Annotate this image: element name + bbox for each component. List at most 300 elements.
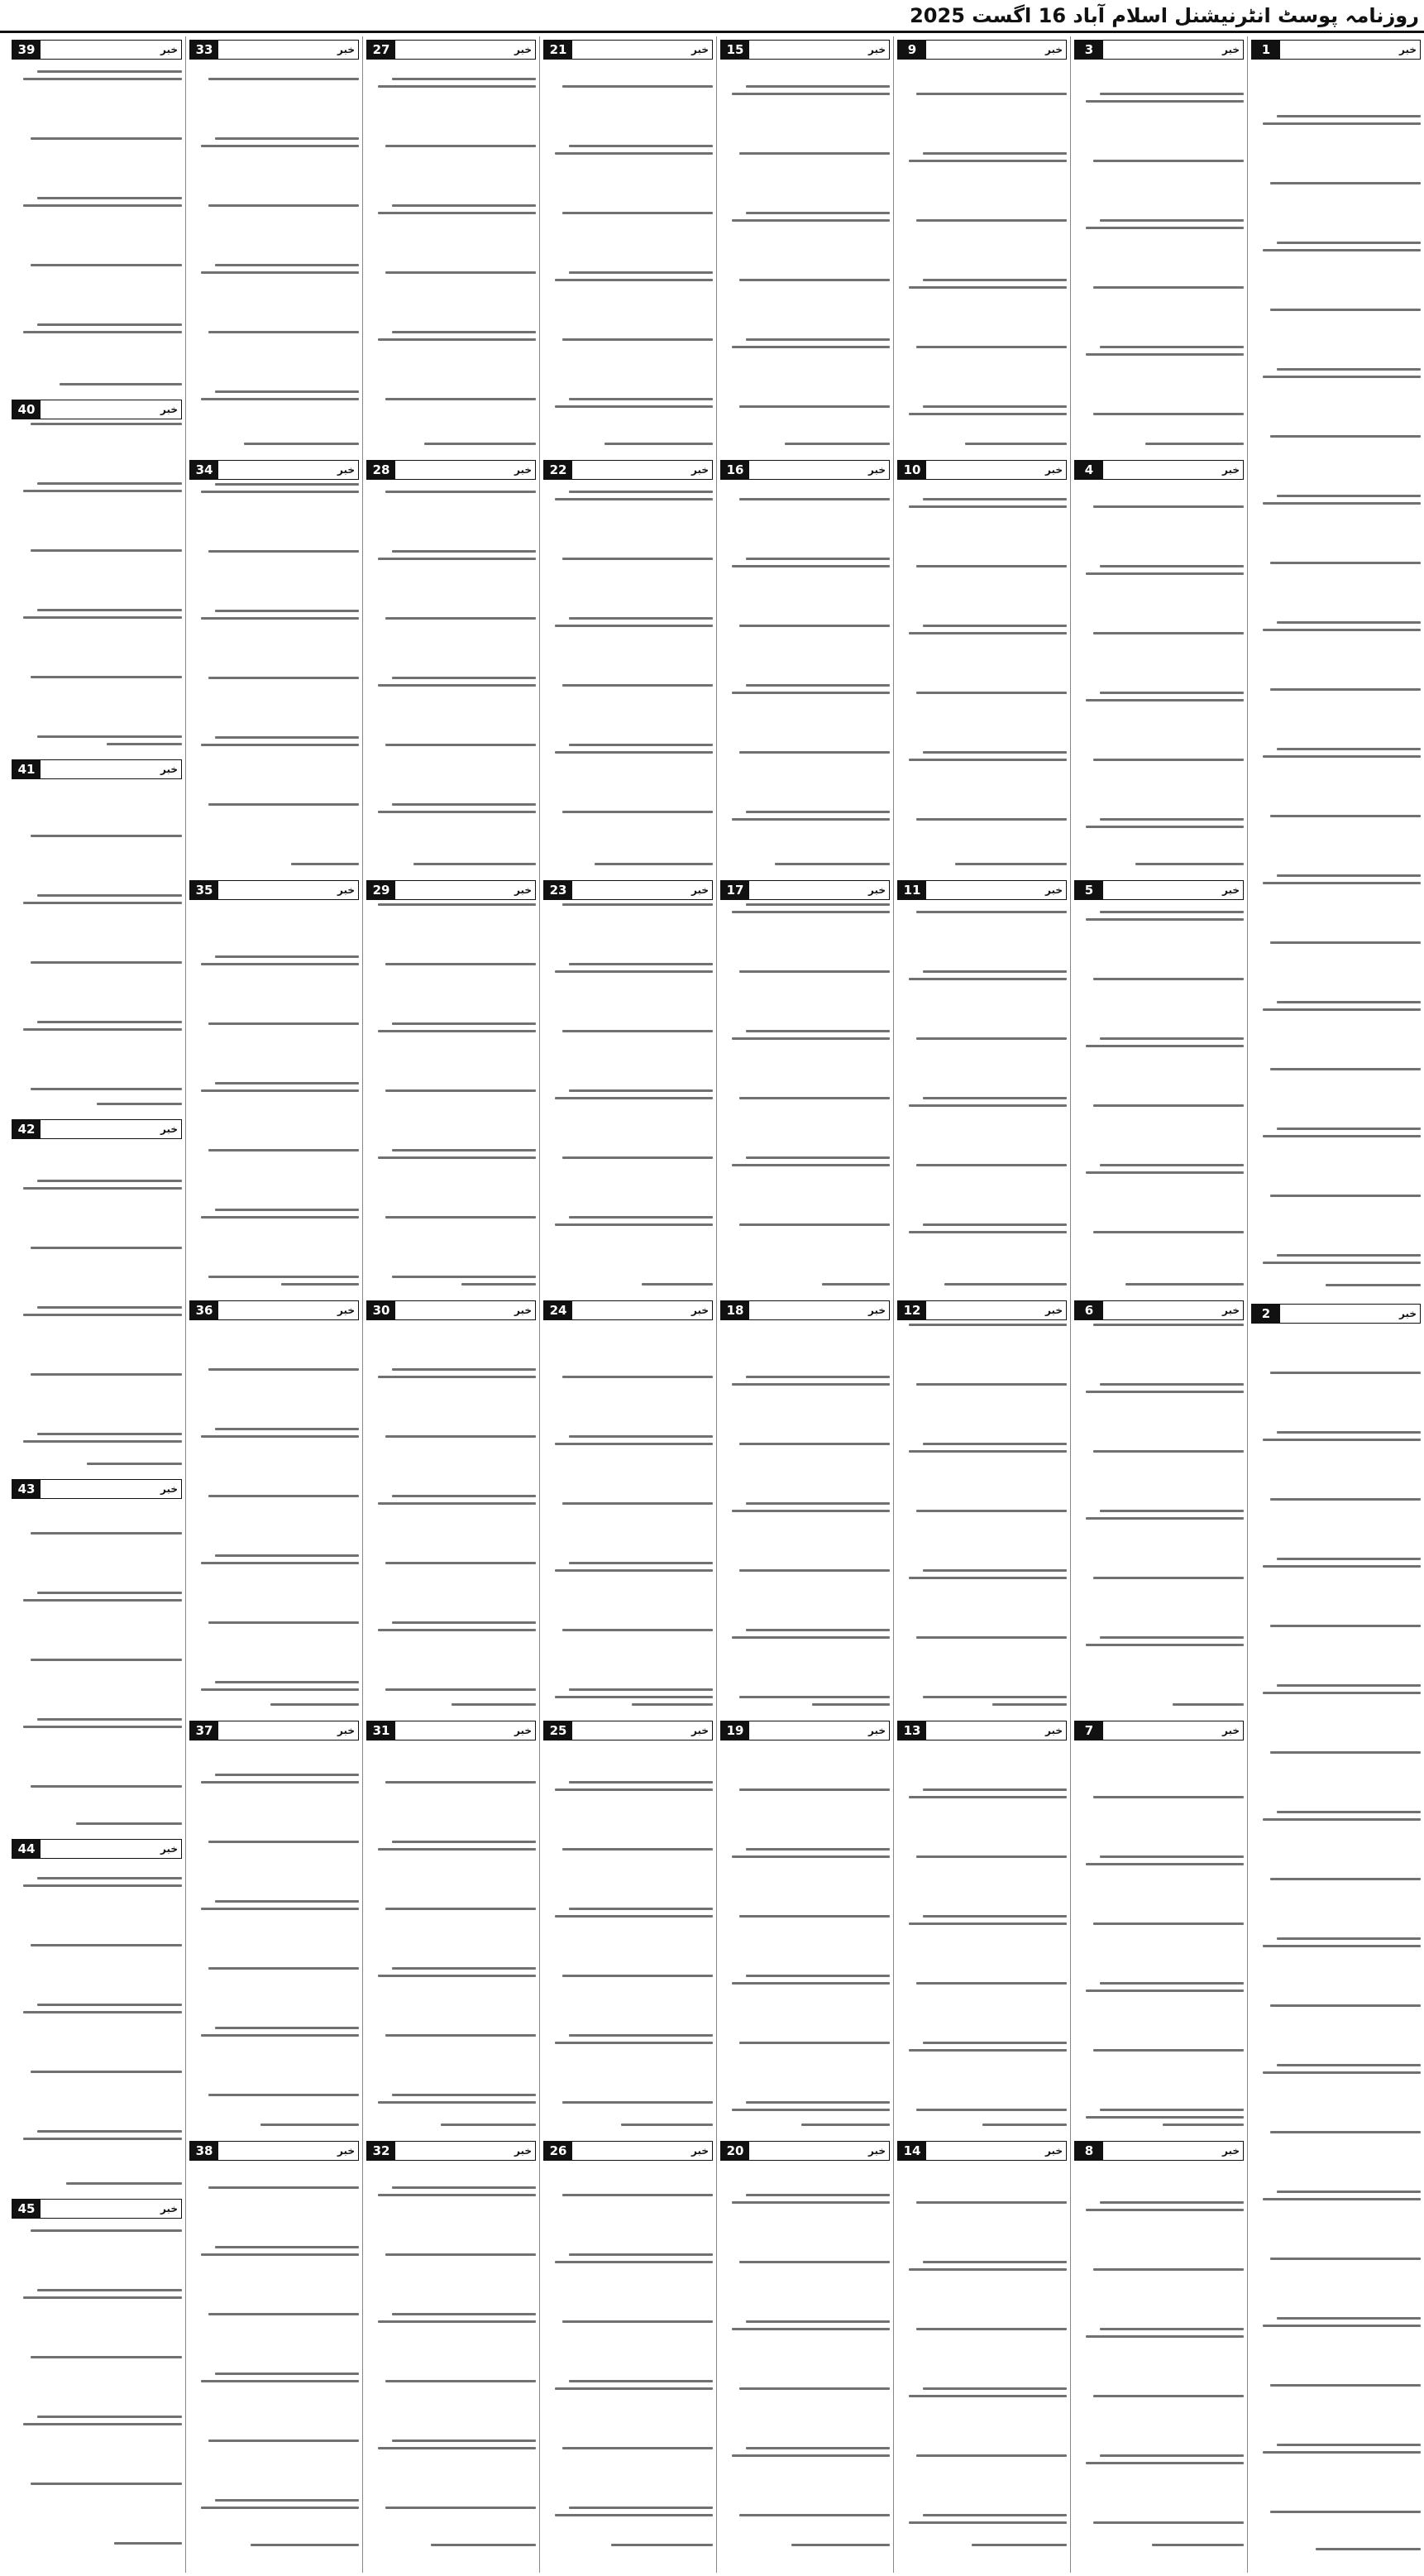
text-line: [378, 684, 536, 687]
text-line: [208, 2313, 359, 2315]
text-line: [31, 1944, 182, 1946]
item-marker: خبر: [514, 44, 532, 55]
text-line: [1270, 1625, 1421, 1627]
text-line: [37, 894, 182, 897]
news-item-43: [12, 1476, 182, 1831]
text-line: [208, 1149, 359, 1152]
text-line: [385, 491, 536, 493]
text-line: [215, 2373, 359, 2375]
news-item-44: [12, 1836, 182, 2191]
text-line: [201, 398, 359, 400]
text-line: [452, 1703, 537, 1706]
news-item-37: [189, 1717, 359, 2133]
text-line: [378, 1030, 536, 1032]
item-text-block: [720, 1744, 890, 2126]
item-number: 13: [898, 1721, 926, 1740]
text-line: [378, 1502, 536, 1505]
news-item-12: [897, 1297, 1067, 1712]
text-line: [1277, 621, 1421, 624]
text-line: [822, 1283, 890, 1286]
text-line: [555, 1097, 713, 1099]
text-line: [562, 338, 713, 341]
text-line: [555, 1443, 713, 1445]
text-line: [37, 323, 182, 326]
item-text-block: [1074, 903, 1244, 1286]
text-line: [1277, 874, 1421, 877]
text-line: [37, 1306, 182, 1309]
text-line: [569, 1089, 713, 1092]
item-header: [1251, 1304, 1421, 1324]
text-line: [1093, 1922, 1244, 1925]
text-line: [215, 1554, 359, 1557]
text-line: [562, 2447, 713, 2449]
text-line: [392, 2094, 536, 2096]
text-line: [1270, 2384, 1421, 2387]
text-line: [562, 903, 713, 906]
news-item-2: [1251, 1300, 1421, 2559]
news-item-8: [1074, 2138, 1244, 2553]
item-marker: خبر: [1044, 1305, 1063, 1316]
text-line: [909, 1104, 1067, 1107]
text-line: [1263, 2325, 1421, 2327]
text-line: [739, 1569, 890, 1572]
text-line: [392, 78, 536, 80]
text-line: [785, 443, 890, 445]
news-item-40: [12, 396, 182, 751]
item-marker: خبر: [160, 2203, 178, 2214]
text-line: [746, 1975, 890, 1977]
text-line: [555, 970, 713, 973]
text-line: [1100, 2109, 1244, 2111]
news-item-39: [12, 36, 182, 391]
text-line: [916, 1982, 1067, 1985]
text-line: [916, 1383, 1067, 1386]
text-line: [923, 2261, 1067, 2263]
text-line: [201, 2507, 359, 2509]
text-line: [37, 1021, 182, 1023]
text-line: [260, 2124, 359, 2126]
text-line: [955, 863, 1067, 865]
item-marker: خبر: [160, 44, 178, 55]
item-marker: خبر: [337, 464, 355, 476]
text-line: [923, 1443, 1067, 1445]
news-item-15: [720, 36, 890, 452]
masthead: [0, 0, 1424, 33]
text-line: [1100, 692, 1244, 694]
item-marker: خبر: [1044, 464, 1063, 476]
news-item-36: [189, 1297, 359, 1712]
text-line: [732, 1510, 890, 1512]
text-line: [215, 2499, 359, 2502]
item-number: 44: [12, 1840, 41, 1858]
text-line: [1263, 1008, 1421, 1011]
item-text-block: [720, 63, 890, 445]
text-line: [739, 279, 890, 281]
text-line: [923, 1915, 1067, 1918]
text-line: [555, 1223, 713, 1226]
text-line: [31, 1532, 182, 1535]
item-number: 16: [721, 461, 749, 479]
item-marker: خبر: [1221, 1305, 1240, 1316]
text-line: [1100, 2454, 1244, 2457]
item-marker: خبر: [160, 404, 178, 415]
item-number: 4: [1075, 461, 1103, 479]
text-line: [739, 498, 890, 500]
text-line: [1086, 2335, 1244, 2338]
text-line: [270, 1703, 359, 1706]
text-line: [76, 1822, 182, 1825]
news-item-33: [189, 36, 359, 452]
text-line: [201, 963, 359, 965]
text-line: [923, 1097, 1067, 1099]
text-line: [923, 2042, 1067, 2044]
text-line: [611, 2544, 713, 2546]
text-line: [732, 2328, 890, 2330]
text-line: [31, 1247, 182, 1249]
item-header: [189, 1300, 359, 1320]
text-line: [424, 443, 536, 445]
text-line: [1277, 2064, 1421, 2066]
text-line: [569, 2034, 713, 2037]
item-number: 14: [898, 2142, 926, 2160]
text-line: [1093, 978, 1244, 980]
text-line: [909, 2268, 1067, 2271]
text-line: [732, 2454, 890, 2457]
text-line: [23, 331, 182, 333]
text-line: [385, 2253, 536, 2256]
text-line: [201, 2253, 359, 2256]
text-line: [555, 2387, 713, 2390]
text-line: [1100, 2328, 1244, 2330]
item-text-block: [1074, 2164, 1244, 2546]
news-item-38: [189, 2138, 359, 2553]
news-item-1: [1251, 36, 1421, 1295]
text-line: [1093, 1796, 1244, 1798]
text-line: [1277, 1254, 1421, 1257]
text-line: [431, 2544, 536, 2546]
text-line: [923, 1223, 1067, 1226]
item-header: [12, 40, 182, 60]
item-number: 45: [12, 2200, 41, 2218]
text-line: [1277, 1811, 1421, 1813]
text-line: [923, 1788, 1067, 1791]
text-line: [281, 1283, 359, 1286]
text-line: [392, 1495, 536, 1497]
text-line: [569, 491, 713, 493]
news-item-6: [1074, 1297, 1244, 1712]
text-line: [1093, 160, 1244, 162]
text-line: [1263, 2451, 1421, 2454]
text-line: [201, 1435, 359, 1438]
item-text-block: [897, 1324, 1067, 1706]
text-line: [746, 2447, 890, 2449]
text-line: [555, 2261, 713, 2263]
item-marker: خبر: [1044, 1725, 1063, 1736]
text-line: [569, 617, 713, 620]
text-line: [746, 684, 890, 687]
text-line: [392, 204, 536, 207]
text-line: [923, 1696, 1067, 1698]
text-line: [569, 1688, 713, 1691]
text-line: [23, 204, 182, 207]
text-line: [1086, 572, 1244, 575]
item-number: 41: [12, 760, 41, 778]
text-line: [1263, 376, 1421, 378]
text-line: [916, 2201, 1067, 2204]
text-line: [739, 1696, 890, 1698]
text-line: [739, 2387, 890, 2390]
item-text-block: [12, 1862, 182, 2185]
text-line: [923, 625, 1067, 627]
news-item-7: [1074, 1717, 1244, 2133]
item-text-block: [543, 63, 713, 445]
item-marker: خبر: [337, 1305, 355, 1316]
item-header: [543, 2141, 713, 2161]
news-item-10: [897, 457, 1067, 872]
text-line: [746, 811, 890, 813]
text-line: [562, 212, 713, 214]
text-line: [208, 331, 359, 333]
item-header: [720, 460, 890, 480]
text-line: [1100, 1855, 1244, 1858]
text-line: [215, 736, 359, 739]
item-number: 27: [367, 41, 395, 59]
item-number: 38: [190, 2142, 218, 2160]
text-line: [909, 2395, 1067, 2397]
text-line: [775, 863, 890, 865]
text-line: [1326, 1284, 1421, 1286]
text-line: [251, 2544, 359, 2546]
text-line: [1277, 1431, 1421, 1434]
item-header: [543, 460, 713, 480]
item-header: [366, 40, 536, 60]
text-line: [23, 490, 182, 492]
item-header: [366, 1300, 536, 1320]
text-line: [1093, 1324, 1244, 1326]
text-line: [1277, 368, 1421, 371]
text-line: [208, 1841, 359, 1843]
item-marker: خبر: [337, 44, 355, 55]
item-number: 32: [367, 2142, 395, 2160]
item-text-block: [366, 483, 536, 865]
text-line: [392, 2186, 536, 2189]
text-line: [1263, 1818, 1421, 1821]
text-line: [739, 1915, 890, 1918]
text-line: [208, 677, 359, 679]
text-line: [1270, 2511, 1421, 2513]
text-line: [732, 1383, 890, 1386]
item-number: 19: [721, 1721, 749, 1740]
text-line: [739, 1788, 890, 1791]
text-line: [208, 1621, 359, 1624]
text-line: [909, 160, 1067, 162]
news-item-34: [189, 457, 359, 872]
text-line: [909, 1324, 1067, 1326]
item-header: [897, 880, 1067, 900]
text-line: [114, 2542, 182, 2545]
text-line: [385, 2380, 536, 2382]
item-text-block: [189, 63, 359, 445]
text-line: [923, 2387, 1067, 2390]
item-number: 20: [721, 2142, 749, 2160]
item-text-block: [189, 1324, 359, 1706]
item-marker: خبر: [1221, 1725, 1240, 1736]
item-text-block: [12, 783, 182, 1105]
text-line: [201, 145, 359, 147]
item-header: [720, 880, 890, 900]
text-line: [392, 2313, 536, 2315]
text-line: [215, 390, 359, 393]
text-line: [569, 744, 713, 746]
news-item-14: [897, 2138, 1067, 2553]
text-line: [291, 863, 359, 865]
text-line: [1270, 309, 1421, 311]
item-marker: خبر: [690, 44, 709, 55]
text-line: [746, 1629, 890, 1631]
text-line: [739, 405, 890, 408]
text-line: [1263, 1692, 1421, 1694]
text-line: [215, 1428, 359, 1430]
text-line: [37, 2289, 182, 2291]
text-line: [378, 2447, 536, 2449]
text-line: [208, 1495, 359, 1497]
item-header: [12, 759, 182, 779]
text-line: [31, 2229, 182, 2232]
news-column-5: [539, 36, 716, 2573]
text-line: [385, 1089, 536, 1092]
text-line: [31, 1785, 182, 1788]
text-line: [208, 1276, 359, 1278]
text-line: [385, 617, 536, 620]
text-line: [909, 1231, 1067, 1233]
news-item-18: [720, 1297, 890, 1712]
item-number: 5: [1075, 881, 1103, 899]
item-number: 11: [898, 881, 926, 899]
text-line: [1100, 818, 1244, 821]
item-number: 22: [544, 461, 572, 479]
item-text-block: [897, 903, 1067, 1286]
item-text-block: [543, 903, 713, 1286]
text-line: [1263, 755, 1421, 758]
item-number: 1: [1252, 41, 1280, 59]
text-line: [562, 684, 713, 687]
item-header: [1074, 880, 1244, 900]
text-line: [972, 2544, 1067, 2546]
item-text-block: [189, 483, 359, 865]
text-line: [378, 2194, 536, 2196]
text-line: [23, 1726, 182, 1728]
text-line: [1270, 941, 1421, 944]
text-line: [1270, 2004, 1421, 2007]
text-line: [215, 1209, 359, 1211]
text-line: [562, 2320, 713, 2323]
text-line: [562, 811, 713, 813]
text-line: [965, 443, 1067, 445]
text-line: [746, 1030, 890, 1032]
news-item-35: [189, 877, 359, 1292]
text-line: [1277, 115, 1421, 117]
text-line: [201, 1781, 359, 1784]
news-item-19: [720, 1717, 890, 2133]
text-line: [23, 1028, 182, 1031]
item-text-block: [1074, 1744, 1244, 2126]
text-line: [1270, 1878, 1421, 1880]
item-marker: خبر: [514, 1725, 532, 1736]
text-line: [1100, 1164, 1244, 1166]
text-line: [746, 2101, 890, 2104]
text-line: [1277, 1128, 1421, 1130]
item-header: [189, 880, 359, 900]
text-line: [1086, 1045, 1244, 1047]
newspaper-title: روزنامہ پوسٹ انٹرنیشنل اسلام آباد 16 اگست 2025: [910, 3, 1419, 27]
item-header: [12, 1119, 182, 1139]
text-line: [392, 1621, 536, 1624]
text-line: [385, 2507, 536, 2509]
text-line: [791, 2544, 890, 2546]
text-line: [385, 963, 536, 965]
text-line: [31, 2071, 182, 2073]
item-header: [720, 40, 890, 60]
text-line: [732, 911, 890, 913]
item-marker: خبر: [867, 464, 886, 476]
text-line: [1263, 882, 1421, 884]
text-line: [555, 405, 713, 408]
text-line: [208, 1967, 359, 1970]
text-line: [569, 398, 713, 400]
text-line: [1093, 632, 1244, 634]
text-line: [201, 2380, 359, 2382]
text-line: [215, 2246, 359, 2248]
news-column-3: [893, 36, 1070, 2573]
text-line: [37, 2416, 182, 2418]
item-marker: خبر: [1221, 884, 1240, 896]
text-line: [739, 152, 890, 155]
item-marker: خبر: [690, 884, 709, 896]
text-line: [555, 2042, 713, 2044]
text-line: [1086, 353, 1244, 356]
text-line: [916, 911, 1067, 913]
text-line: [555, 279, 713, 281]
text-line: [916, 692, 1067, 694]
text-line: [1263, 1565, 1421, 1568]
news-item-22: [543, 457, 713, 872]
item-marker: خبر: [1221, 2145, 1240, 2157]
item-marker: خبر: [337, 884, 355, 896]
item-header: [543, 1300, 713, 1320]
news-item-17: [720, 877, 890, 1292]
item-number: 25: [544, 1721, 572, 1740]
text-line: [732, 1164, 890, 1166]
item-text-block: [12, 1502, 182, 1825]
item-marker: خبر: [160, 1483, 178, 1495]
item-marker: خبر: [867, 2145, 886, 2157]
text-line: [1086, 100, 1244, 103]
text-line: [569, 2380, 713, 2382]
text-line: [1277, 748, 1421, 750]
text-line: [732, 565, 890, 567]
text-line: [739, 1443, 890, 1445]
text-line: [392, 1967, 536, 1970]
text-line: [392, 1022, 536, 1025]
text-line: [378, 85, 536, 88]
text-line: [201, 1562, 359, 1564]
item-marker: خبر: [1044, 44, 1063, 55]
item-number: 28: [367, 461, 395, 479]
item-marker: خبر: [1221, 464, 1240, 476]
text-line: [385, 1781, 536, 1784]
text-line: [37, 1718, 182, 1721]
text-line: [1100, 1037, 1244, 1040]
